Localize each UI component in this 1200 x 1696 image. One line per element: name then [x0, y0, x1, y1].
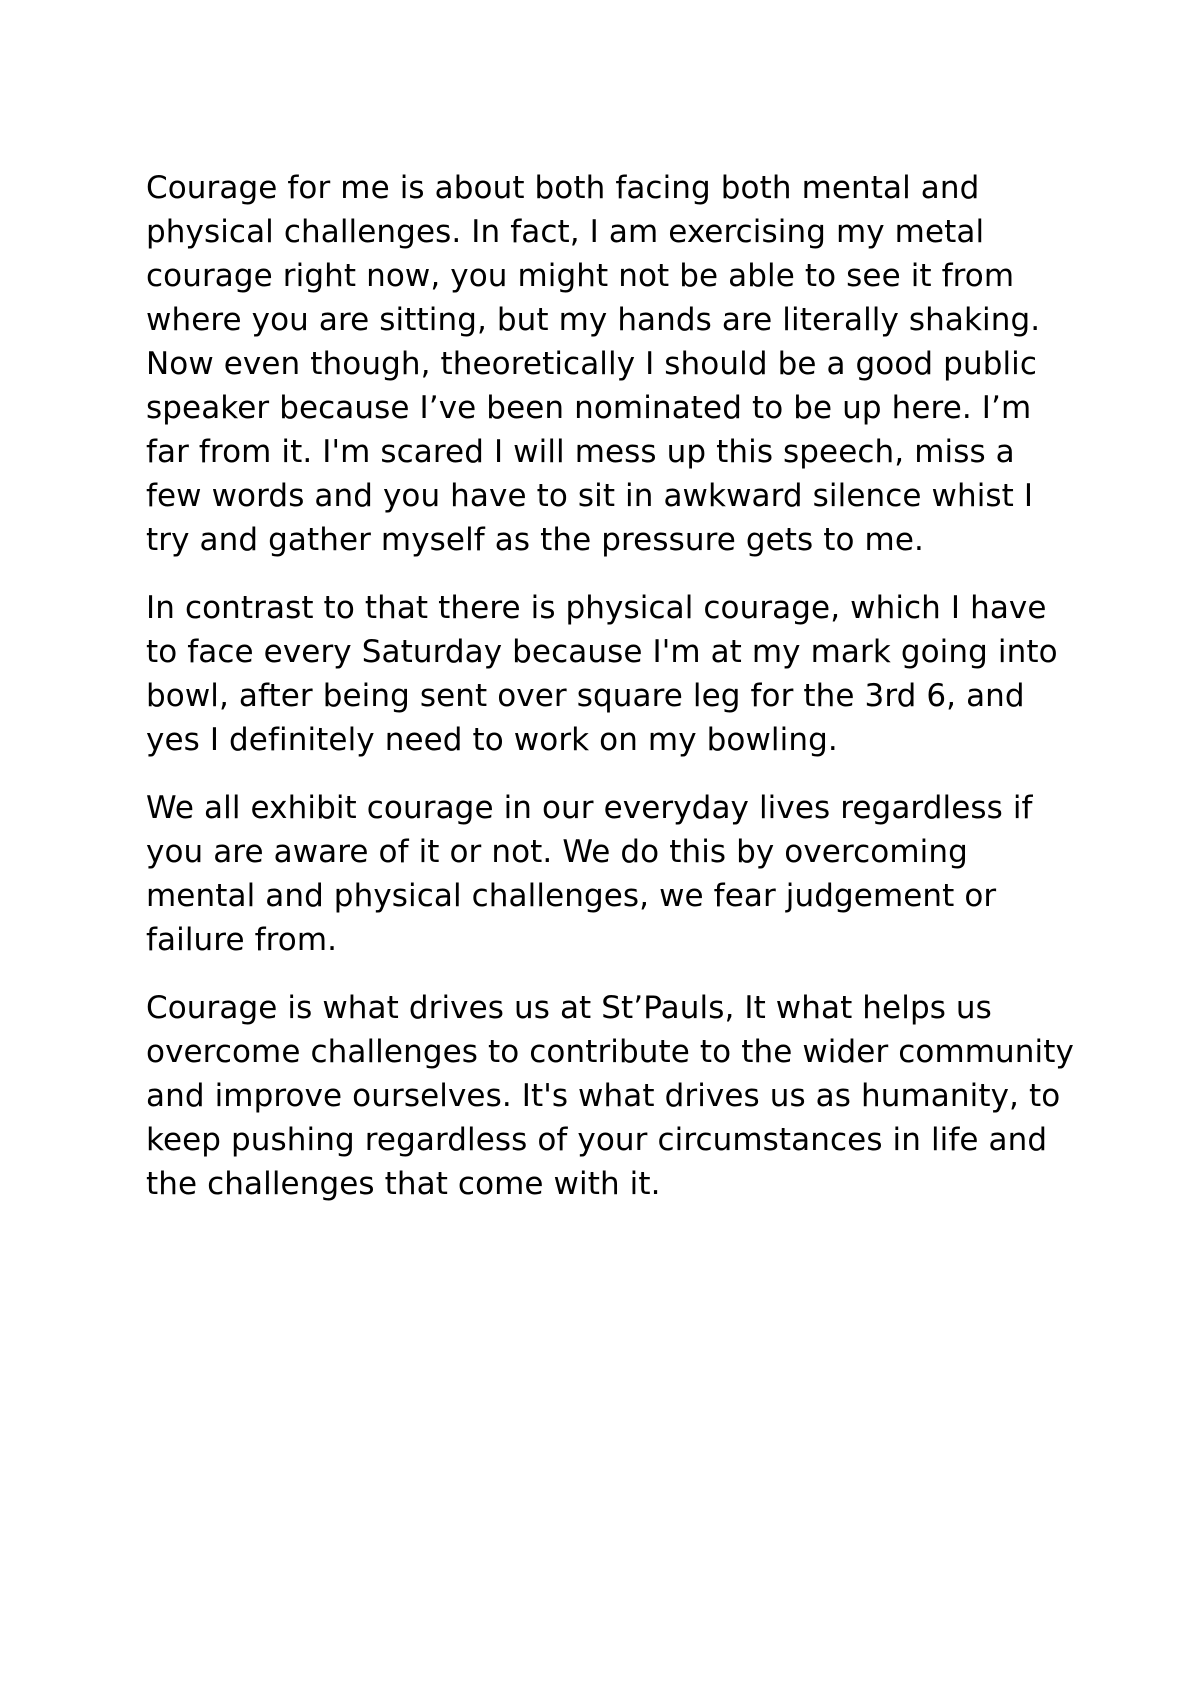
- paragraph-4: Courage is what drives us at St’Pauls, It what helps us overcome challenges to contribute to the wider community and improve ourselves. It's what drives us as humanity, to keep pushing regardless of your circumstances in life and the challenges that come with it.: [146, 990, 1074, 1202]
- paragraph-1: Courage for me is about both facing both mental and physical challenges. In fact, I am exercising my metal courage right now, you might not be able to see it from where you are sitting, but my hands are literally shaking. Now even though, theoretically I should be a good public speaker because I’ve been nominated to be up here. I’m far from it. I'm scared I will mess up this speech, miss a few words and you have to sit in awkward silence whist I try and gather myself as the pressure gets to me.: [146, 170, 1041, 558]
- document-body: [146, 166, 1076, 1230]
- paragraph-2: In contrast to that there is physical courage, which I have to face every Saturday because I'm at my mark going into bowl, after being sent over square leg for the 3rd 6, and yes I definitely need to work on my bowling.: [146, 590, 1058, 758]
- paragraph-3: We all exhibit courage in our everyday lives regardless if you are aware of it or not. We do this by overcoming mental and physical challenges, we fear judgement or failure from.: [146, 790, 1033, 958]
